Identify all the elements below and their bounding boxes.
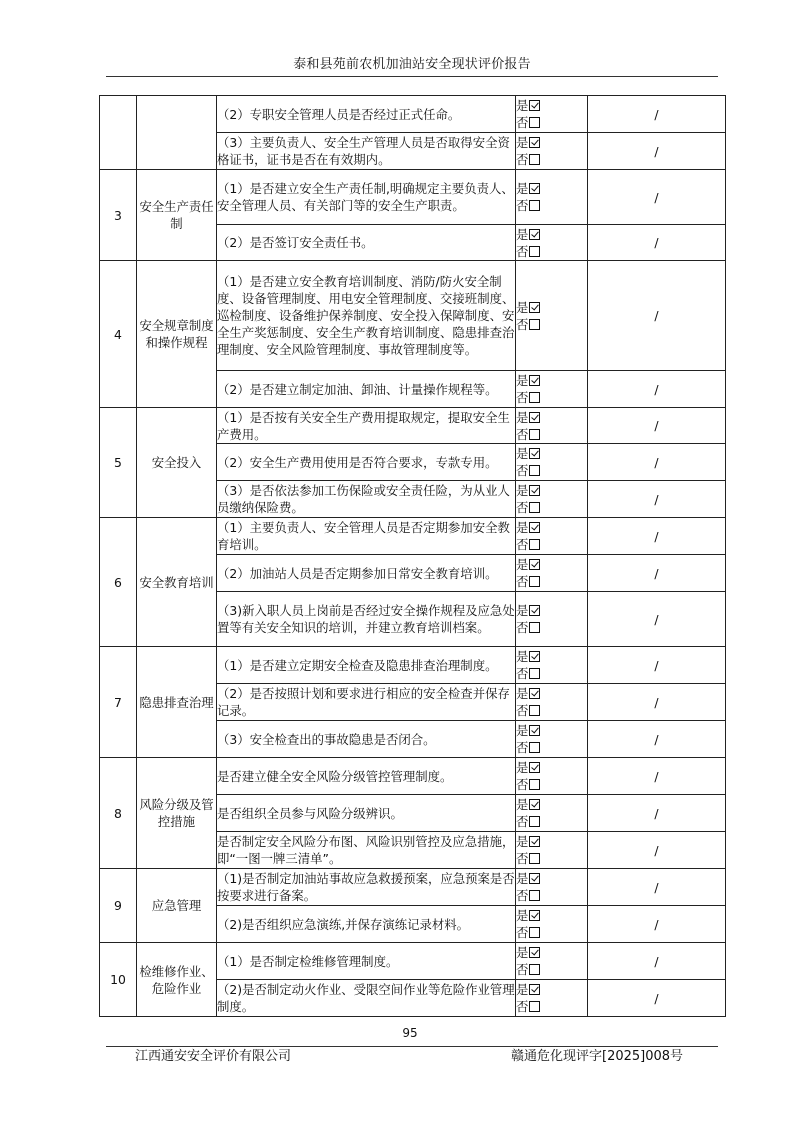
check-content: （3）主要负责人、安全生产管理人员是否取得安全资格证书，证书是否在有效期内。 [217, 133, 516, 170]
no-option [516, 887, 587, 904]
table-row [100, 408, 726, 444]
empty-box-icon[interactable] [529, 154, 540, 165]
check-content: （2）是否签订安全责任书。 [217, 225, 516, 261]
check-content: 是否建立健全安全风险分级管控管理制度。 [217, 758, 516, 795]
checked-box-icon[interactable] [529, 605, 540, 616]
item-number [100, 96, 137, 170]
empty-box-icon[interactable] [529, 890, 540, 901]
no-option [516, 573, 587, 590]
no-label: 否 [516, 316, 529, 332]
yes-option [516, 409, 587, 426]
empty-box-icon[interactable] [529, 502, 540, 513]
empty-box-icon[interactable] [529, 576, 540, 587]
yes-option [516, 685, 587, 702]
footer-divider [106, 1046, 718, 1047]
yes-no-check [516, 980, 588, 1017]
check-result: / [588, 371, 726, 408]
check-result: / [588, 225, 726, 261]
check-content: （3）安全检查出的事故隐患是否闭合。 [217, 721, 516, 758]
no-label: 否 [516, 500, 529, 515]
no-label: 否 [516, 851, 529, 866]
no-option [516, 665, 587, 682]
no-label: 否 [516, 740, 529, 755]
yes-no-check [516, 518, 588, 555]
table-row [100, 758, 726, 795]
no-option [516, 499, 587, 516]
no-option [516, 197, 587, 214]
empty-box-icon[interactable] [529, 927, 540, 938]
yes-label: 是 [516, 409, 529, 425]
yes-no-check [516, 647, 588, 684]
yes-no-check [516, 170, 588, 225]
yes-option [516, 445, 587, 462]
yes-label: 是 [516, 446, 529, 461]
empty-box-icon[interactable] [529, 392, 540, 403]
no-option [516, 702, 587, 719]
empty-box-icon[interactable] [529, 622, 540, 633]
yes-no-check [516, 261, 588, 371]
yes-option [516, 97, 587, 114]
item-number: 5 [100, 408, 137, 518]
no-option [516, 998, 587, 1015]
empty-box-icon[interactable] [529, 705, 540, 716]
yes-option [516, 907, 587, 924]
yes-label: 是 [516, 135, 529, 150]
no-label: 否 [516, 198, 529, 213]
check-content: 是否制定安全风险分布图、风险识别管控及应急措施，即“一图一牌三清单”。 [217, 832, 516, 869]
no-option [516, 389, 587, 406]
item-number: 6 [100, 518, 137, 647]
check-content: （2)是否组织应急演练,并保存演练记录材料。 [217, 906, 516, 943]
yes-option [516, 648, 587, 665]
checked-box-icon[interactable] [529, 725, 540, 736]
item-number: 3 [100, 170, 137, 261]
no-label: 否 [516, 888, 529, 903]
no-label: 否 [516, 962, 529, 977]
check-content: （1）主要负责人、安全管理人员是否定期参加安全教育培训。 [217, 518, 516, 555]
yes-no-check [516, 133, 588, 170]
item-category: 安全投入 [137, 408, 217, 518]
yes-no-check [516, 371, 588, 408]
check-result: / [588, 869, 726, 906]
check-content: （1）是否建立安全生产责任制,明确规定主要负责人、安全管理人员、有关部门等的安全生产职责。 [217, 170, 516, 225]
check-content: （2）安全生产费用使用是否符合要求，专款专用。 [217, 444, 516, 481]
check-result: / [588, 408, 726, 444]
item-number: 7 [100, 647, 137, 758]
checked-box-icon[interactable] [529, 485, 540, 496]
no-option [516, 924, 587, 941]
check-content: 是否组织全员参与风险分级辨识。 [217, 795, 516, 832]
item-category: 风险分级及管控措施 [137, 758, 217, 869]
check-result: / [588, 943, 726, 980]
no-option [516, 739, 587, 756]
checked-box-icon[interactable] [529, 448, 540, 459]
checked-box-icon[interactable] [529, 984, 540, 995]
yes-option [516, 556, 587, 573]
checked-box-icon[interactable] [529, 559, 540, 570]
yes-label: 是 [516, 686, 529, 701]
yes-option [516, 944, 587, 961]
yes-option [516, 722, 587, 739]
checked-box-icon[interactable] [529, 910, 540, 921]
no-option [516, 961, 587, 978]
checked-box-icon[interactable] [529, 375, 540, 386]
yes-label: 是 [516, 181, 529, 196]
table-row [100, 943, 726, 980]
no-option [516, 151, 587, 168]
no-option [516, 850, 587, 867]
yes-option [516, 519, 587, 536]
checked-box-icon[interactable] [529, 947, 540, 958]
no-label: 否 [516, 999, 529, 1014]
yes-option [516, 981, 587, 998]
yes-option [516, 482, 587, 499]
empty-box-icon[interactable] [529, 465, 540, 476]
no-option [516, 536, 587, 553]
check-content: （3)新入职人员上岗前是否经过安全操作规程及应急处置等有关安全知识的培训，并建立教育培训档案。 [217, 592, 516, 647]
yes-no-check [516, 592, 588, 647]
check-content: （1）是否建立安全教育培训制度、消防/防火安全制度、设备管理制度、用电安全管理制度、交接班制度、巡检制度、设备维护保养制度、安全投入保障制度、安全生产奖惩制度、安全生产教育培训制度、隐患排查治理制度、安全风险管理制度、事故管理制度等。 [217, 261, 516, 371]
check-result: / [588, 721, 726, 758]
item-category: 隐患排查治理 [137, 647, 217, 758]
yes-label: 是 [516, 871, 529, 886]
empty-box-icon[interactable] [529, 246, 540, 257]
yes-label: 是 [516, 834, 529, 849]
check-result: / [588, 96, 726, 133]
checked-box-icon[interactable] [529, 651, 540, 662]
empty-box-icon[interactable] [529, 779, 540, 790]
yes-option [516, 372, 587, 389]
no-label: 否 [516, 426, 529, 442]
empty-box-icon[interactable] [529, 668, 540, 679]
check-content: （2）是否按照计划和要求进行相应的安全检查并保存记录。 [217, 684, 516, 721]
check-content: （2）加油站人员是否定期参加日常安全教育培训。 [217, 555, 516, 592]
checked-box-icon[interactable] [529, 302, 540, 313]
yes-no-check [516, 481, 588, 518]
yes-option [516, 602, 587, 619]
item-number: 8 [100, 758, 137, 869]
yes-label: 是 [516, 373, 529, 388]
item-category [137, 96, 217, 170]
yes-label: 是 [516, 520, 529, 535]
yes-label: 是 [516, 98, 529, 113]
check-result: / [588, 684, 726, 721]
no-option [516, 462, 587, 479]
yes-no-check [516, 225, 588, 261]
yes-option [516, 299, 587, 316]
safety-checklist-table [99, 95, 726, 1017]
yes-option [516, 759, 587, 776]
check-content: （1）是否建立定期安全检查及隐患排查治理制度。 [217, 647, 516, 684]
no-option [516, 243, 587, 260]
item-category: 应急管理 [137, 869, 217, 943]
yes-option [516, 226, 587, 243]
empty-box-icon[interactable] [529, 853, 540, 864]
yes-no-check [516, 684, 588, 721]
yes-no-check [516, 832, 588, 869]
yes-no-check [516, 96, 588, 133]
yes-no-check [516, 758, 588, 795]
yes-no-check [516, 906, 588, 943]
check-content: （1）是否制定检维修管理制度。 [217, 943, 516, 980]
yes-option [516, 180, 587, 197]
check-content: （2）是否建立制定加油、卸油、计量操作规程等。 [217, 371, 516, 408]
yes-no-check [516, 555, 588, 592]
yes-label: 是 [516, 226, 529, 242]
yes-option [516, 870, 587, 887]
yes-no-check [516, 869, 588, 906]
check-content: （2)是否制定动火作业、受限空间作业等危险作业管理制度。 [217, 980, 516, 1017]
no-label: 否 [516, 777, 529, 792]
yes-label: 是 [516, 982, 529, 997]
table-row [100, 869, 726, 906]
no-label: 否 [516, 537, 529, 552]
page-header-title: 泰和县苑前农机加油站安全现状评价报告 [293, 57, 531, 72]
empty-box-icon[interactable] [529, 200, 540, 211]
no-label: 否 [516, 574, 529, 589]
checked-box-icon[interactable] [529, 688, 540, 699]
check-result: / [588, 758, 726, 795]
table-row [100, 261, 726, 371]
yes-label: 是 [516, 483, 529, 498]
checked-box-icon[interactable] [529, 183, 540, 194]
footer-doc-code: 赣通危化现评字[2025]008号 [511, 1049, 684, 1064]
yes-option [516, 833, 587, 850]
empty-box-icon[interactable] [529, 117, 540, 128]
no-label: 否 [516, 620, 529, 635]
yes-label: 是 [516, 649, 529, 664]
page-number: 95 [402, 1026, 418, 1040]
check-result: / [588, 444, 726, 481]
checked-box-icon[interactable] [529, 100, 540, 111]
empty-box-icon[interactable] [529, 319, 540, 330]
check-content: （2）专职安全管理人员是否经过正式任命。 [217, 96, 516, 133]
yes-no-check [516, 721, 588, 758]
no-label: 否 [516, 243, 529, 259]
no-option [516, 619, 587, 636]
check-result: / [588, 555, 726, 592]
checked-box-icon[interactable] [529, 522, 540, 533]
checked-box-icon[interactable] [529, 762, 540, 773]
no-label: 否 [516, 463, 529, 478]
check-result: / [588, 980, 726, 1017]
no-option [516, 813, 587, 830]
empty-box-icon[interactable] [529, 429, 540, 440]
empty-box-icon[interactable] [529, 1001, 540, 1012]
item-category: 安全规章制度和操作规程 [137, 261, 217, 408]
checked-box-icon[interactable] [529, 412, 540, 423]
yes-label: 是 [516, 723, 529, 738]
table-row [100, 518, 726, 555]
no-label: 否 [516, 925, 529, 940]
no-option [516, 426, 587, 443]
checked-box-icon[interactable] [529, 137, 540, 148]
item-category: 安全教育培训 [137, 518, 217, 647]
no-option [516, 316, 587, 333]
item-number: 10 [100, 943, 137, 1017]
check-result: / [588, 592, 726, 647]
no-label: 否 [516, 390, 529, 405]
yes-option [516, 134, 587, 151]
yes-label: 是 [516, 603, 529, 618]
check-result: / [588, 832, 726, 869]
check-content: （3）是否依法参加工伤保险或安全责任险，为从业人员缴纳保险费。 [217, 481, 516, 518]
item-category: 检维修作业、危险作业 [137, 943, 217, 1017]
checked-box-icon[interactable] [529, 799, 540, 810]
empty-box-icon[interactable] [529, 816, 540, 827]
yes-no-check [516, 444, 588, 481]
empty-box-icon[interactable] [529, 964, 540, 975]
header-divider [106, 76, 718, 77]
yes-label: 是 [516, 760, 529, 775]
no-label: 否 [516, 115, 529, 130]
yes-label: 是 [516, 908, 529, 923]
check-result: / [588, 795, 726, 832]
empty-box-icon[interactable] [529, 742, 540, 753]
check-content: （1）是否按有关安全生产费用提取规定，提取安全生产费用。 [217, 408, 516, 444]
check-result: / [588, 906, 726, 943]
no-label: 否 [516, 703, 529, 718]
no-label: 否 [516, 666, 529, 681]
checklist-body [100, 96, 726, 1017]
no-label: 否 [516, 814, 529, 829]
item-category: 安全生产责任制 [137, 170, 217, 261]
check-result: / [588, 261, 726, 371]
no-option [516, 114, 587, 131]
check-content: （1)是否制定加油站事故应急救援预案，应急预案是否按要求进行备案。 [217, 869, 516, 906]
no-option [516, 776, 587, 793]
check-result: / [588, 481, 726, 518]
yes-label: 是 [516, 945, 529, 960]
table-row [100, 647, 726, 684]
yes-no-check [516, 408, 588, 444]
yes-label: 是 [516, 557, 529, 572]
yes-option [516, 796, 587, 813]
yes-no-check [516, 795, 588, 832]
check-result: / [588, 518, 726, 555]
yes-label: 是 [516, 299, 529, 315]
item-number: 9 [100, 869, 137, 943]
check-result: / [588, 170, 726, 225]
check-result: / [588, 133, 726, 170]
check-result: / [588, 647, 726, 684]
footer-company: 江西通安安全评价有限公司 [135, 1049, 292, 1064]
empty-box-icon[interactable] [529, 539, 540, 550]
yes-no-check [516, 943, 588, 980]
yes-label: 是 [516, 797, 529, 812]
checked-box-icon[interactable] [529, 836, 540, 847]
checked-box-icon[interactable] [529, 873, 540, 884]
table-row [100, 170, 726, 225]
checked-box-icon[interactable] [529, 229, 540, 240]
item-number: 4 [100, 261, 137, 408]
no-label: 否 [516, 152, 529, 167]
table-row [100, 96, 726, 133]
